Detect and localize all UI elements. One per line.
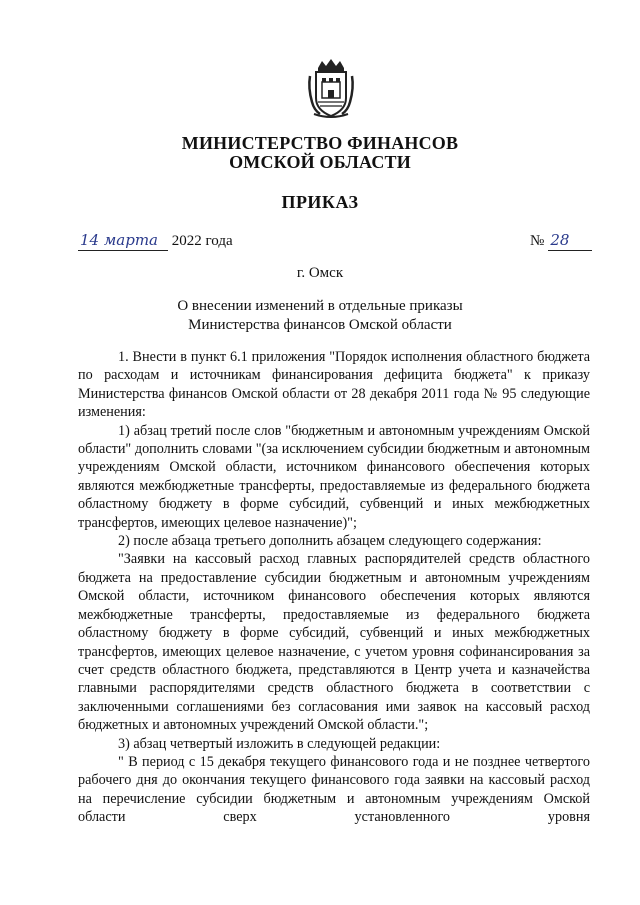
ministry-name-line2: ОМСКОЙ ОБЛАСТИ	[229, 152, 411, 172]
paragraph: 1. Внести в пункт 6.1 приложения "Порядок исполнения областного бюджета по расходам и источникам финансирования дефицита бюджета" к приказу Министерства финансов Омской области от 28 декабря 2011 года № 95 следующие изменения:	[78, 349, 590, 421]
order-title: ПРИКАЗ	[281, 192, 359, 212]
subject-line2: Министерства финансов Омской области	[188, 317, 452, 333]
paragraph: 2) после абзаца третьего дополнить абзацем следующего содержания:	[118, 533, 542, 550]
subject-line1: О внесении изменений в отдельные приказы	[177, 298, 463, 314]
handwritten-date: 14 марта	[78, 230, 168, 251]
omsk-coat-of-arms-icon	[306, 58, 356, 120]
paragraph: 1) абзац третий после слов "бюджетным и автономным учреждениям Омской области" дополнить словами "(за исключением субсидии бюджетным и автономным учреждениям Омской области, источником финансового обеспечения которых являются межбюджетные трансферты, предоставляемые из федерального бюджета областному бюджету в форме субсидий, субвенций и иных межбюджетных трансфертов, имеющих целевое назначение)";	[78, 422, 590, 531]
order-date	[78, 230, 233, 251]
paragraph: " В период с 15 декабря текущего финансового года и не позднее четвертого рабочего дня до окончания текущего финансового года заявки на кассовый расход на перечисление субсидии бюджетным и автономным учреждениям Омской области сверх установленного уровня	[78, 753, 590, 826]
paragraph: 3) абзац четвертый изложить в следующей редакции:	[118, 735, 441, 752]
document-body	[78, 348, 590, 827]
ministry-name-line1: МИНИСТЕРСТВО ФИНАНСОВ	[181, 133, 459, 153]
handwritten-number: 28	[548, 230, 592, 251]
printed-year: 2022 года	[171, 233, 233, 249]
paragraph: "Заявки на кассовый расход главных распорядителей средств областного бюджета на предоставление субсидии бюджетным и автономным учреждениям Омской области, источником финансового обеспечения которых являются межбюджетные трансферты, предоставляемые из федерального бюджета областному бюджету в форме субсидий, субвенций и иных межбюджетных трансфертов, имеющих целевое назначение, с учетом уровня софинансирования за счет средств областного бюджета, представляются в Центр учета и казначейства главными распорядителями средств областного бюджета в соответствии с заключенными соглашениями без согласования ими заявок на кассовый расход бюджетных и автономных учреждений Омской области.";	[78, 551, 590, 734]
order-number	[530, 230, 592, 251]
number-label: №	[530, 233, 545, 249]
city: г. Омск	[296, 265, 344, 281]
